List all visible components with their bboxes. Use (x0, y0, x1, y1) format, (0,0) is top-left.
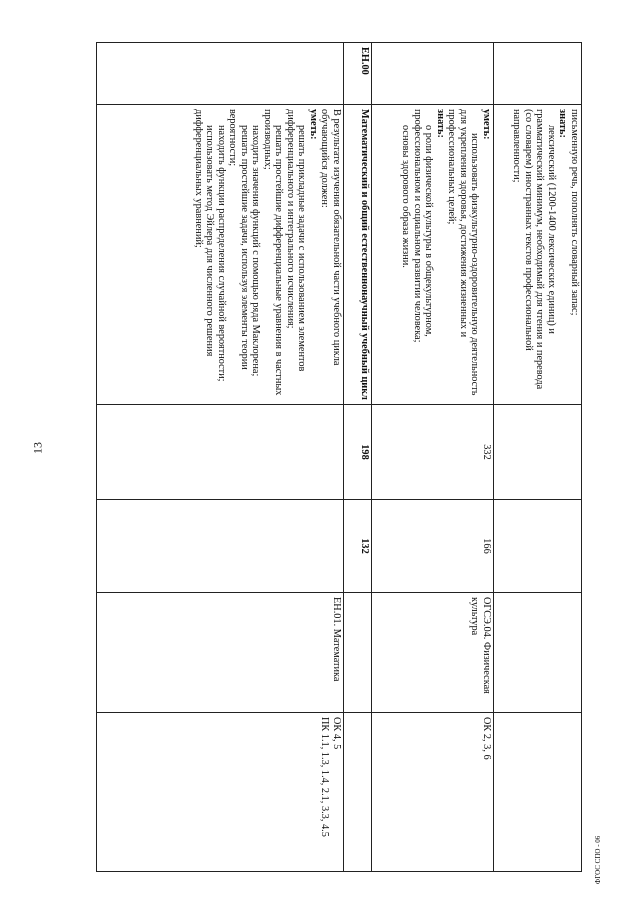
competencies-cell: ОК 2, 3, 6 (372, 713, 494, 872)
obligatory-hours-cell (97, 500, 344, 593)
code-cell: ЕН.00 (344, 43, 372, 105)
section-label: знать: (557, 109, 569, 138)
text-line: находить значения функций с помощью ряда Маклорена; (250, 125, 262, 377)
description-cell (372, 105, 494, 405)
text-line: основы здорового образа жизни. (400, 125, 412, 268)
obligatory-hours-cell (494, 500, 582, 593)
text-line: находить функции распределения случайной вероятности; (215, 125, 227, 382)
table-row (344, 43, 372, 872)
cycle-title-cell: Математический и общий естественнонаучный учебный цикл (344, 105, 372, 405)
code-cell (494, 43, 582, 105)
max-hours-cell: 198 (344, 405, 372, 500)
max-hours-cell (494, 405, 582, 500)
section-label: знать: (434, 109, 446, 138)
table-row (494, 43, 582, 872)
max-hours-cell: 332 (372, 405, 494, 500)
text-line: решать прикладные задачи с использованием элементов дифференциального и интегрального исчисления; (284, 109, 308, 372)
text-line: решать простейшие задачи, используя элементы теории вероятности; (227, 109, 250, 370)
code-cell (97, 43, 344, 105)
competencies-cell: ОК 4, 5 ПК 1.1, 1.3, 1.4, 2.1, 3.3, 4.5 (97, 713, 344, 872)
section-label: уметь: (481, 109, 492, 140)
obligatory-hours-cell: 132 (344, 500, 372, 593)
text-line: о роли физической культуры в общекультурном, профессиональном и социальном развитии человека; (411, 109, 435, 343)
text-line: письменную речь, пополнять словарный запас; (569, 109, 580, 316)
discipline-cell (494, 593, 582, 713)
text-line: использовать физкультурно-оздоровительную деятельность для укрепления здоровья, достижения жизненных и профессиональных целей; (446, 109, 481, 396)
text-line: решать простейшие дифференциальные уравнения в частных производных; (261, 109, 285, 396)
text-line: В результате изучения обязательной части учебного цикла обучающийся должен: (319, 109, 342, 366)
discipline-cell: ЕН.01. Математика (97, 593, 344, 713)
document-footer: ФГОС СПО - 06 (594, 835, 602, 885)
max-hours-cell (97, 405, 344, 500)
competencies-cell (344, 713, 372, 872)
text-line: использовать метод Эйлера для численного решения дифференциальных уравнений; (192, 109, 216, 357)
obligatory-hours-cell: 166 (372, 500, 494, 593)
competencies-cell (494, 713, 582, 872)
description-cell (97, 105, 344, 405)
page-number: 13 (30, 442, 45, 454)
discipline-cell: ОГСЭ.04. Физическая культура (372, 593, 494, 713)
discipline-cell (344, 593, 372, 713)
curriculum-table (96, 42, 582, 872)
code-cell (372, 43, 494, 105)
description-cell (494, 105, 582, 405)
table-row (97, 43, 344, 872)
section-label: уметь: (307, 109, 319, 140)
text-line: лексический (1200-1400 лексических единиц) и грамматический минимум, необходимый для чтения и перевода (со словарем) иностранных текстов профессиональной направленности; (511, 109, 557, 390)
table-row (372, 43, 494, 872)
curriculum-table-wrapper (96, 42, 582, 871)
